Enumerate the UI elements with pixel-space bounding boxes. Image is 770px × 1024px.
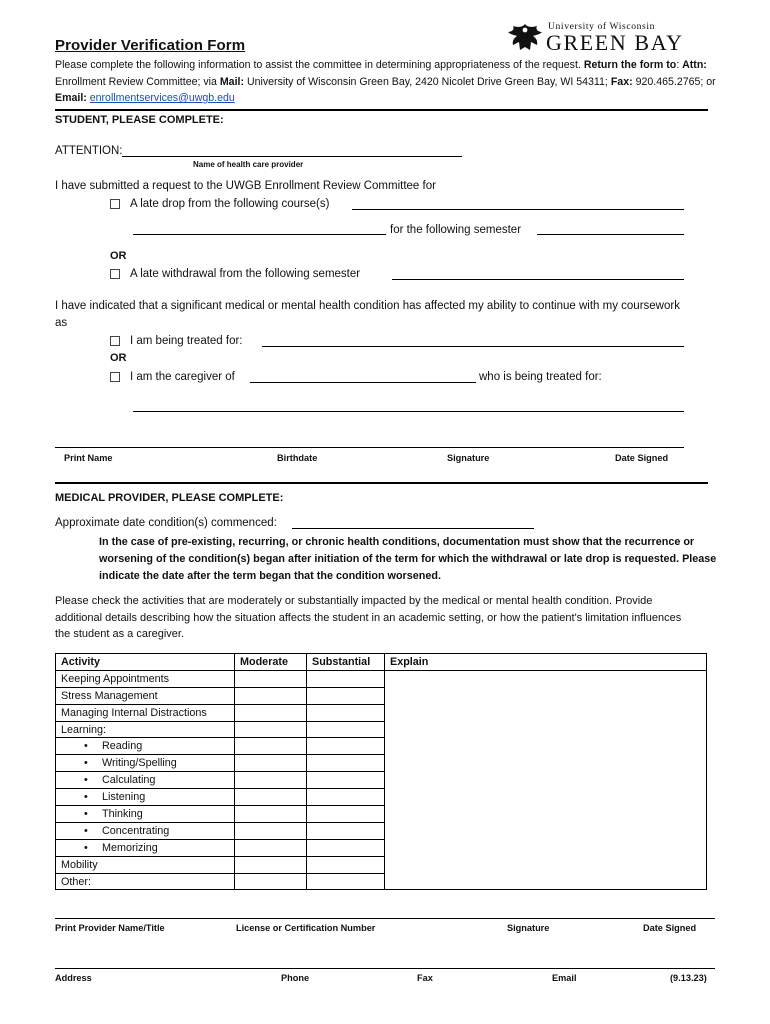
moderate-cell[interactable] [235,856,307,873]
treated-for-field[interactable] [262,336,684,347]
substantial-cell[interactable] [307,670,385,687]
provider-signature-line[interactable] [55,918,715,919]
submitted-text: I have submitted a request to the UWGB Enrollment Review Committee for [55,180,436,192]
substantial-cell[interactable] [307,772,385,789]
provider-note: In the case of pre-existing, recurring, or chronic health conditions, documentation must show that the recurrence or worsening of the condition(s) began after initiation of the term for which the withdrawal or late drop is requested. Please indicate the date after the term began that the condition worsened. [99,536,717,582]
activity-cell: • Writing/Spelling [56,755,235,772]
email-link[interactable]: enrollmentservices@uwgb.edu [89,92,235,104]
phoenix-logo-icon [507,20,543,54]
email-label: Email [552,973,577,983]
caregiver-option: I am the caregiver of [110,371,235,383]
activity-cell: Mobility [56,856,235,873]
activity-cell: Managing Internal Distractions [56,704,235,721]
provider-name-caption: Name of health care provider [193,160,304,169]
explain-header: Explain [385,654,707,671]
substantial-cell[interactable] [307,806,385,823]
page-title: Provider Verification Form [55,37,246,54]
moderate-header: Moderate [235,654,307,671]
activity-cell: • Concentrating [56,822,235,839]
student-signature-line[interactable] [55,447,684,448]
logo-university-text: University of Wisconsin [548,21,656,32]
caregiver-condition-field[interactable] [133,401,684,412]
print-name-label: Print Name [64,453,113,463]
student-heading: STUDENT, PLEASE COMPLETE: [55,114,224,126]
activity-cell: • Listening [56,789,235,806]
activity-cell: Keeping Appointments [56,670,235,687]
activity-cell: • Reading [56,738,235,755]
substantial-cell[interactable] [307,704,385,721]
activity-header: Activity [56,654,235,671]
table-header-row [56,654,707,671]
provider-instructions: Please check the activities that are moderately or substantially impacted by the medical or mental health condition. Provide additional details describing how the situation affects the student in an academic setting, or how the patient's limitation influences the student as a caregiver. [55,595,682,641]
substantial-cell[interactable] [307,856,385,873]
substantial-cell[interactable] [307,755,385,772]
provider-name-field[interactable] [122,146,462,157]
signature-label: Signature [447,453,490,463]
provider-signature-label: Signature [507,923,550,933]
activity-cell: • Memorizing [56,839,235,856]
moderate-cell[interactable] [235,822,307,839]
moderate-cell[interactable] [235,873,307,890]
activity-cell: Other: [56,873,235,890]
substantial-cell[interactable] [307,873,385,890]
fax-label: Fax [417,973,433,983]
late-drop-courses-field[interactable] [352,199,684,210]
activity-cell: Learning: [56,721,235,738]
substantial-cell[interactable] [307,738,385,755]
birthdate-label: Birthdate [277,453,318,463]
divider-2 [55,482,708,484]
late-drop-option: A late drop from the following course(s) [110,198,329,210]
activity-cell: Stress Management [56,687,235,704]
late-withdrawal-option: A late withdrawal from the following semester [110,268,360,280]
late-drop-checkbox[interactable] [110,199,120,209]
late-withdrawal-checkbox[interactable] [110,269,120,279]
moderate-cell[interactable] [235,721,307,738]
being-treated-label: who is being treated for: [479,371,602,383]
phone-label: Phone [281,973,310,983]
substantial-cell[interactable] [307,721,385,738]
approx-date-label: Approximate date condition(s) commenced: [55,517,277,529]
moderate-cell[interactable] [235,687,307,704]
divider [55,109,708,111]
activity-table [55,653,707,890]
moderate-cell[interactable] [235,839,307,856]
substantial-cell[interactable] [307,687,385,704]
moderate-cell[interactable] [235,772,307,789]
activity-cell: • Calculating [56,772,235,789]
address-label: Address [55,973,92,983]
substantial-cell[interactable] [307,822,385,839]
for-semester-label: for the following semester [390,224,522,236]
license-label: License or Certification Number [236,923,376,933]
activity-cell: • Thinking [56,806,235,823]
table-row [56,670,707,687]
late-drop-courses-field-2[interactable] [133,224,386,235]
moderate-cell[interactable] [235,670,307,687]
moderate-cell[interactable] [235,789,307,806]
indicated-text: I have indicated that a significant medical or mental health condition has affected my ability to continue with my coursework as [55,300,680,329]
treated-checkbox[interactable] [110,336,120,346]
moderate-cell[interactable] [235,806,307,823]
attention-label: ATTENTION: [55,145,123,157]
date-signed-label: Date Signed [615,453,669,463]
moderate-cell[interactable] [235,738,307,755]
approx-date-field[interactable] [292,518,534,529]
moderate-cell[interactable] [235,755,307,772]
substantial-cell[interactable] [307,839,385,856]
intro-paragraph: Please complete the following information to assist the committee in determining appropriateness of the request. Return the form to: Attn: Enrollment Review Committee; via Mail: University of Wisconsin Green Bay, 2420 Nicolet Drive Green Bay, WI 54311; Fax: 920.465.2765; or Email: enrollmentservices@uwgb.edu [55,59,716,104]
late-withdrawal-semester-field[interactable] [392,269,684,280]
provider-name-title-label: Print Provider Name/Title [55,923,165,933]
or-label-2: OR [110,352,127,364]
moderate-cell[interactable] [235,704,307,721]
substantial-header: Substantial [307,654,385,671]
late-drop-semester-field[interactable] [537,224,684,235]
logo-greenbay-text: GREEN BAY [546,30,684,55]
treated-option: I am being treated for: [110,335,243,347]
provider-date-label: Date Signed [643,923,697,933]
or-label: OR [110,250,127,262]
caregiver-checkbox[interactable] [110,372,120,382]
provider-heading: MEDICAL PROVIDER, PLEASE COMPLETE: [55,492,284,504]
explain-cell[interactable] [385,670,707,890]
provider-address-line[interactable] [55,968,715,969]
substantial-cell[interactable] [307,789,385,806]
form-version: (9.13.23) [670,973,707,983]
caregiver-person-field[interactable] [250,372,476,383]
